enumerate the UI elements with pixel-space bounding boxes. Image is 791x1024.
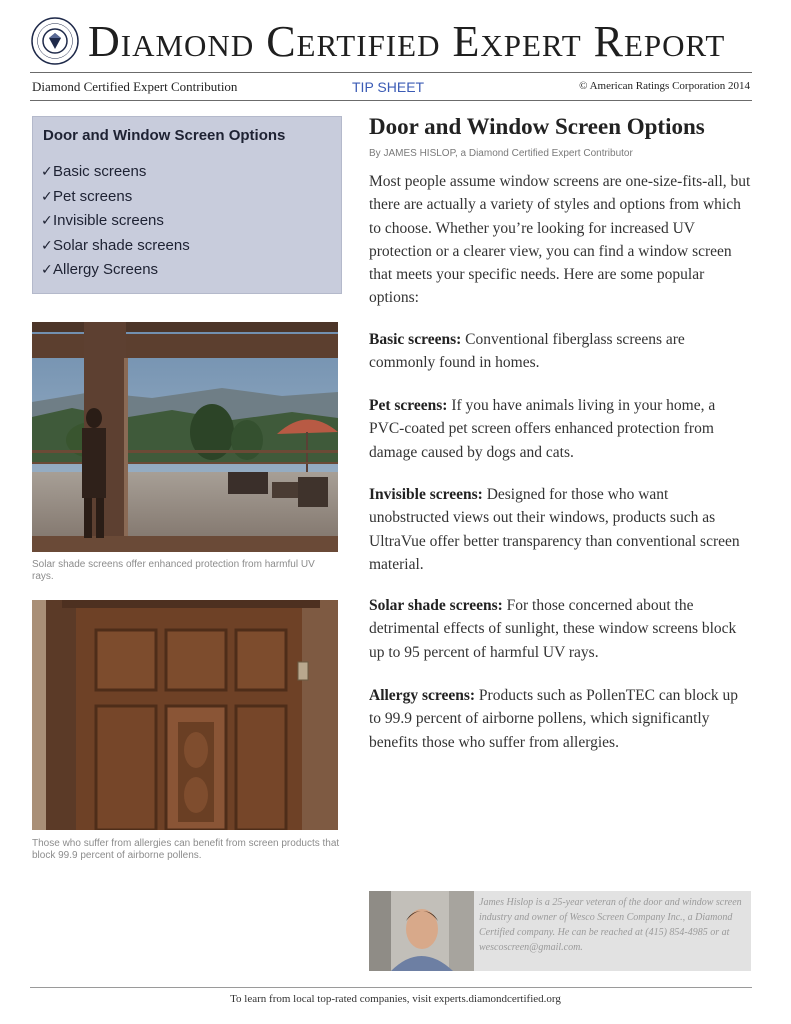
list-item: ✓Allergy Screens [41, 257, 190, 282]
list-item: ✓Invisible screens [41, 208, 190, 233]
list-item: ✓Basic screens [41, 159, 190, 184]
article-section-basic [369, 328, 751, 375]
deck-photo-caption: Solar shade screens offer enhanced protection from harmful UV rays. [32, 559, 315, 582]
article-title: Door and Window Screen Options [369, 114, 705, 139]
article-intro: Most people assume window screens are one-size-fits-all, but there are actually a variety of styles and options from which to choose. Whether you’re looking for increased UV protection or a clearer view, you can find a window screen that meets your specific needs. Here are some popular options: [369, 173, 751, 307]
copyright-notice: © American Ratings Corporation 2014 [579, 80, 750, 92]
section-body: Products such as PollenTEC can block up to 99.9 percent of airborne pollens, which significantly benefits those who suffer from allergies. [369, 687, 739, 751]
section-heading: Invisible screens: [369, 486, 483, 503]
author-bio: James Hislop is a 25-year veteran of the door and window screen industry and owner of Wesco Screen Company Inc., a Diamond Certified company. He can be reached at (415) 854-4985 or at wescoscreen@gmail.com. [479, 897, 742, 953]
list-item: ✓Solar shade screens [41, 233, 190, 258]
footer-rule [30, 987, 752, 988]
author-photo [369, 891, 474, 971]
door-photo [32, 600, 338, 830]
header-rule-top [30, 72, 752, 73]
author-box [369, 891, 751, 971]
checkmark-icon: ✓ [41, 212, 53, 229]
section-heading: Pet screens: [369, 397, 448, 414]
list-item: ✓Pet screens [41, 184, 190, 209]
deck-photo [32, 322, 338, 552]
contribution-label: Diamond Certified Expert Contribution [32, 79, 238, 94]
section-heading: Basic screens: [369, 331, 462, 348]
masthead-title: Diamond Certified Expert Report [88, 17, 726, 66]
section-body: For those concerned about the detrimental effects of sunlight, these window screens block up to 95 percent of harmful UV rays. [369, 597, 737, 661]
section-heading: Solar shade screens: [369, 597, 503, 614]
section-body: Conventional fiberglass screens are commonly found in homes. [369, 331, 685, 372]
article-section-pet [369, 394, 751, 464]
article-section-allergy [369, 684, 751, 754]
options-summary-title: Door and Window Screen Options [43, 127, 286, 144]
article-section-solar [369, 594, 751, 664]
article-section-invisible [369, 483, 751, 576]
options-list [41, 159, 190, 282]
door-photo-caption: Those who suffer from allergies can benefit from screen products that block 99.9 percent of airborne pollens. [32, 838, 340, 861]
options-summary-box [32, 116, 342, 294]
section-body: If you have animals living in your home, a PVC-coated pet screen offers enhanced protection from damage caused by dogs and cats. [369, 397, 716, 461]
checkmark-icon: ✓ [41, 163, 53, 179]
checkmark-icon: ✓ [41, 236, 53, 253]
checkmark-icon: ✓ [41, 187, 53, 204]
footer-text: To learn from local top-rated companies, visit experts.diamondcertified.org [230, 993, 561, 1005]
diamond-certified-seal-icon [30, 16, 80, 66]
header-rule-bottom [30, 100, 752, 101]
article-byline: By JAMES HISLOP, a Diamond Certified Expert Contributor [369, 148, 633, 159]
section-heading: Allergy screens: [369, 687, 476, 704]
checkmark-icon: ✓ [41, 261, 53, 278]
section-body: Designed for those who want unobstructed views out their windows, products such as UltraVue offer better transparency than conventional screen material. [369, 486, 740, 573]
section-label: TIP SHEET [352, 79, 425, 95]
